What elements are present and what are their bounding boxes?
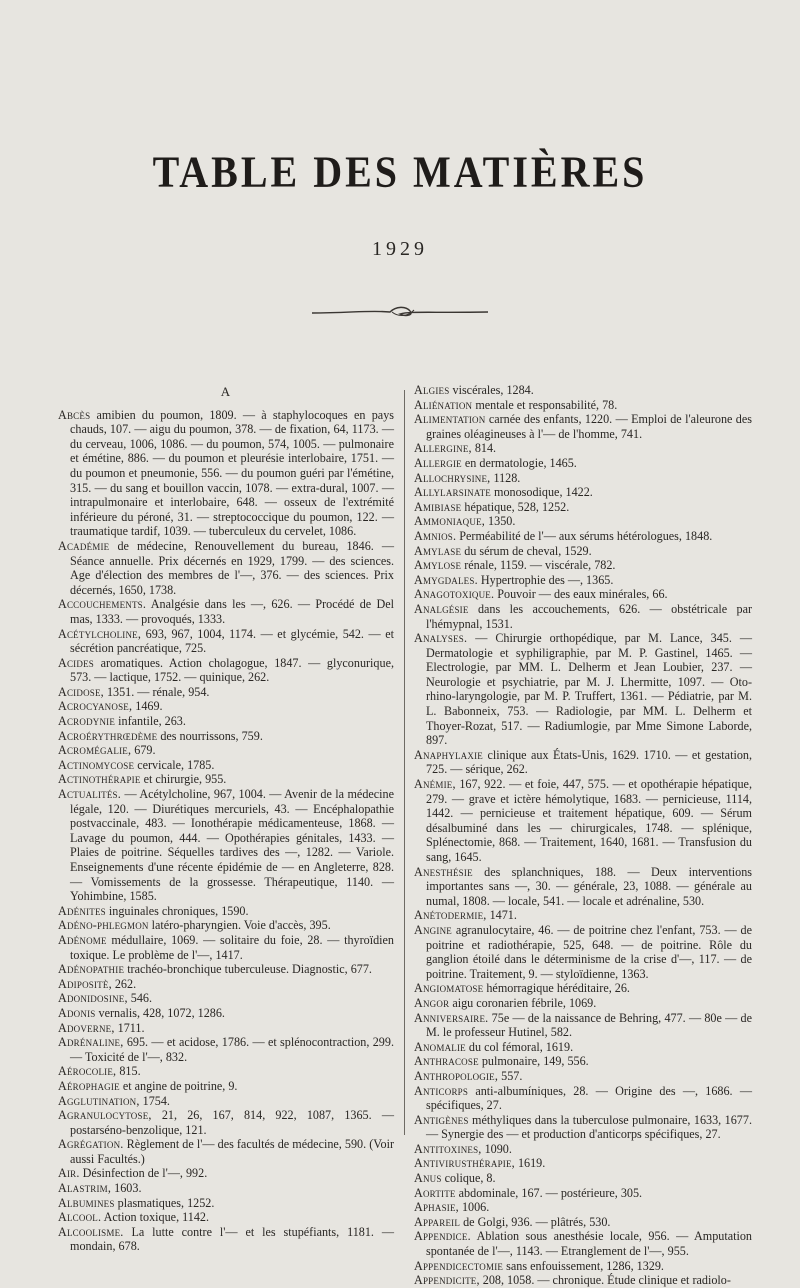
index-entry <box>414 1273 752 1288</box>
index-entry-heading: Anthracose <box>414 1054 479 1069</box>
index-entry-text: colique, 8. <box>444 1171 496 1186</box>
index-entry-heading: Acidose, <box>58 684 104 699</box>
index-entry <box>58 408 394 539</box>
index-entry-text: 815. <box>119 1064 141 1079</box>
index-entry-heading: Agranulocytose, <box>58 1108 152 1123</box>
index-entry <box>414 748 752 777</box>
index-entry <box>58 1064 394 1079</box>
index-entry-text: aromatiques. Action cholagogue, 1847. — glyconurique, 573. — lactique, 1752. — quinique, 262. <box>70 655 394 685</box>
page-title: TABLE DES MATIÈRES <box>152 146 648 197</box>
index-entry-heading: Anus <box>414 1171 442 1186</box>
index-entry <box>414 587 752 602</box>
index-entry-text: 167, 922. — et foie, 447, 575. — et opothérapie hépatique, 279. — grave et ictère hémolytique, 1683. — pernicieuse, 1114, 1442. — pernicieuse et traitement hépatique, 609. — Sérum désalbuminé dans les — chirurgicales, 1748. — splénique, Splénectomie, 868. — Traitement, 1640, 1681. — Transfusion du sang, 1645. <box>426 777 752 864</box>
index-entry-text: 1090. <box>484 1141 512 1156</box>
index-entry-heading: Adoverne, <box>58 1020 115 1035</box>
index-entry-text: 1128. <box>493 470 521 485</box>
index-entry-text: 1350. <box>488 514 516 529</box>
index-entry <box>414 1113 752 1142</box>
index-entry-text: 21, 26, 167, 814, 922, 1087, 1365. — postarséno-benzolique, 121. <box>70 1108 394 1137</box>
index-entry <box>58 597 394 626</box>
index-entry-text: 1754. <box>142 1093 170 1108</box>
index-entry <box>414 602 752 631</box>
index-entry-heading: Air. <box>58 1166 80 1181</box>
index-entry-text: du sérum de cheval, 1529. <box>464 543 592 558</box>
index-entry-heading: Alcoolisme. <box>58 1224 124 1239</box>
index-entry-text: — Chirurgie orthopédique, par M. Lance, 345. — Dermatologie et syphiligraphie, par M. P. Gastinel, 1465. — Electrologie, par MM. L. Delherm et Jean Loubier, 237. — Neurologie et psychiatrie, par M. J. Lhermitte, 1097. — Oto-rhino-laryngologie, par M. P. Truffert, 1361. — Pédiatrie, par M. L. Babonneix, 753. — Radiologie, par MM. L. Delherm et Thoyer-Rozat, 517. — Radiumlogie, par Mme Simone Laborde, 897. <box>426 631 752 748</box>
index-entry-text: hépatique, 528, 1252. <box>464 499 570 514</box>
index-entry-text: sans enfouissement, 1286, 1329. <box>506 1258 664 1273</box>
index-entry-heading: Ammoniaque, <box>414 514 485 529</box>
index-entry <box>414 1142 752 1157</box>
index-entry-text: plasmatiques, 1252. <box>117 1195 215 1210</box>
index-entry-heading: Adonis <box>58 1005 96 1020</box>
index-entry <box>414 456 752 471</box>
index-entry <box>414 1215 752 1230</box>
index-entry <box>58 714 394 729</box>
index-entry-text: agranulocytaire, 46. — de poitrine chez l'enfant, 753. — de poitrine et radiothérapie, 525, 648. — de poitrine. Rôle du ganglion étoilé dans le déterminisme de la crise d'—, 117. — de poitrine. Traitement, 9. — styloïdienne, 1363. <box>426 922 752 981</box>
index-entry <box>58 729 394 744</box>
section-letter: A <box>220 384 232 399</box>
index-entry-text: 693, 967, 1004, 1174. — et glycémie, 542. — et sécrétion pancréatique, 725. <box>70 626 394 656</box>
index-entry-heading: Aérophagie <box>58 1078 120 1093</box>
index-entry-heading: Algies <box>414 383 450 397</box>
index-entry-heading: Appendicectomie <box>414 1258 504 1273</box>
index-entry-text: 1603. <box>114 1181 142 1196</box>
index-entry-text: vernalis, 428, 1072, 1286. <box>98 1005 225 1020</box>
index-entry-heading: Acroérythrœdème <box>58 728 158 743</box>
index-entry-text: Action toxique, 1142. <box>103 1210 210 1225</box>
index-entry-heading: Aliénation <box>414 397 473 412</box>
ornament-divider <box>310 304 490 320</box>
index-entry-text: 1619. <box>517 1156 546 1171</box>
index-entry-text: pulmonaire, 149, 556. <box>481 1054 589 1069</box>
index-entry <box>414 631 752 748</box>
index-entry <box>58 1108 394 1137</box>
index-entry <box>58 1196 394 1211</box>
index-entry-text: Pouvoir — des eaux minérales, 66. <box>497 587 668 602</box>
index-entry <box>58 991 394 1006</box>
index-entry-text: hémorragique héréditaire, 26. <box>486 981 630 996</box>
index-entry-text: La lutte contre l'— et les stupéfiants, 1181. — mondain, 678. <box>70 1224 394 1254</box>
index-entry <box>58 758 394 773</box>
index-entry <box>414 1171 752 1186</box>
index-entry-text: 1006. <box>461 1200 490 1215</box>
index-entry <box>414 1200 752 1215</box>
index-entry-text: monosodique, 1422. <box>494 485 593 500</box>
index-entry-heading: Anémie, <box>414 777 456 792</box>
index-entry-heading: Amygdales. <box>414 572 478 587</box>
index-entry-text: de Golgi, 936. — plâtrés, 530. <box>463 1214 611 1229</box>
index-entry-text: abdominale, 167. — postérieure, 305. <box>458 1185 643 1200</box>
index-entry-heading: Académie <box>58 538 110 553</box>
index-entry <box>414 908 752 923</box>
index-entry-heading: Anagotoxique. <box>414 587 495 602</box>
index-entry-heading: Adénopathie <box>58 962 125 977</box>
index-entry-text: Désinfection de l'—, 992. <box>82 1166 208 1181</box>
index-entry-heading: Appendicite, <box>414 1273 480 1288</box>
index-entry-text: amibien du poumon, 1809. — à staphylocoques en pays chauds, 107. — aigu du poumon, 378. — de fixation, 64, 1173. — du cerveau, 1006, 1086. — du poumon, 574, 1005. — pulmonaire et émétine, 886. — du poumon et pleurésie interlobaire, 1751. — du poumon et pneumonie, 556. — du poumon guéri par l'émétine, 315. — du sang et bouillon vaccin, 1078. — extra-dural, 1007. — intrapulmonaire et interlobaire, 648. — osseux de l'extrémité inférieure du péroné, 31. — streptococcique du poumon, 122. — traumatique tardif, 1039. — tuberculeux du cervelet, 1086. <box>70 407 394 539</box>
index-entry-text: infantile, 263. <box>118 714 186 729</box>
index-entry-text: 1351. — rénale, 954. <box>106 684 210 699</box>
index-entry <box>414 573 752 588</box>
index-entry-text: latéro-pharyngien. Voie d'accès, 395. <box>151 918 331 933</box>
index-entry-heading: Acides <box>58 655 94 670</box>
index-entry <box>414 500 752 515</box>
index-entry <box>58 787 394 904</box>
index-entry-heading: Acétylcholine, <box>58 626 142 641</box>
index-entry <box>414 1040 752 1055</box>
index-entry <box>58 1006 394 1021</box>
index-entry <box>414 485 752 500</box>
index-entry-heading: Aortite <box>414 1185 456 1200</box>
index-entry-text: Analgésie dans les —, 626. — Procédé de Del mas, 1333. — provoqués, 1333. <box>70 597 394 626</box>
index-entry-text: 1711. <box>117 1020 145 1035</box>
index-entry-heading: Agrégation. <box>58 1137 124 1152</box>
index-entry-heading: Abcès <box>58 407 91 422</box>
index-entry-text: Règlement de l'— des facultés de médecine, 590. (Voir aussi Facultés.) <box>70 1137 394 1166</box>
index-entry <box>414 1069 752 1084</box>
index-entry-text: médullaire, 1069. — solitaire du foie, 28. — thyroïdien toxique. Le problème de l'—, 1417. <box>70 932 394 962</box>
index-entry-heading: Antitoxines, <box>414 1141 482 1156</box>
index-entry-heading: Angine <box>414 922 452 937</box>
index-entry-heading: Acromégalie, <box>58 743 132 758</box>
index-entry <box>58 977 394 992</box>
index-entry-text: 557. <box>501 1068 523 1083</box>
index-entry <box>58 1181 394 1196</box>
index-entry <box>58 1137 394 1166</box>
index-entry-text: Hypertrophie des —, 1365. <box>480 572 614 587</box>
index-entry-text: 814. <box>474 441 497 456</box>
index-entry <box>58 685 394 700</box>
index-entry <box>58 1021 394 1036</box>
index-entry-heading: Anétodermie, <box>414 908 487 923</box>
index-entry-text: cervicale, 1785. <box>137 757 215 772</box>
index-entry-text: clinique aux États-Unis, 1629. 1710. — et gestation, 725. — sérique, 262. <box>426 747 752 777</box>
index-entry-heading: Aérocolie, <box>58 1064 117 1079</box>
index-entry <box>58 1094 394 1109</box>
index-entry-heading: Actinomycose <box>58 757 135 772</box>
index-entry-heading: Albumines <box>58 1195 115 1210</box>
index-entry <box>58 1225 394 1254</box>
index-entry-text: des nourrissons, 759. <box>160 728 263 743</box>
index-entry-heading: Angor <box>414 995 450 1010</box>
index-entry-heading: Adipositè, <box>58 976 112 991</box>
index-entry-heading: Analgésie <box>414 601 469 616</box>
index-entry-heading: Antigènes <box>414 1112 469 1127</box>
index-entry <box>414 514 752 529</box>
index-entry <box>414 865 752 909</box>
index-entry <box>414 383 752 398</box>
index-entry-text: viscérales, 1284. <box>452 383 534 397</box>
index-entry <box>58 1035 394 1064</box>
index-entry <box>414 441 752 456</box>
index-entry <box>414 398 752 413</box>
index-entry <box>58 743 394 758</box>
index-entry-text: dans les accouchements, 626. — obstétricale par l'hémypnal, 1531. <box>426 601 752 631</box>
index-entry-text: carnée des enfants, 1220. — Emploi de l'aleurone des graines oléagineuses à l'— de l'homme, 741. <box>426 412 752 441</box>
index-entry <box>58 772 394 787</box>
index-entry <box>414 529 752 544</box>
index-entry-heading: Adéno-phlegmon <box>58 918 149 933</box>
index-entry-heading: Adrénaline, <box>58 1035 124 1050</box>
index-entry <box>414 1084 752 1113</box>
index-entry-text: et chirurgie, 955. <box>143 772 227 787</box>
index-entry-heading: Acrocyanose, <box>58 699 133 714</box>
index-entry-text: aigu coronarien fébrile, 1069. <box>452 995 597 1010</box>
index-entry <box>58 539 394 597</box>
index-entry-text: 1469. <box>135 699 163 714</box>
index-entry-text: 262. <box>114 976 137 991</box>
index-entry-heading: Amylose <box>414 558 462 573</box>
index-entry-text: anti-albumíniques, 28. — Origine des —, 1686. — spécifiques, 27. <box>426 1083 752 1113</box>
index-column-left <box>58 385 394 1254</box>
index-entry <box>414 558 752 573</box>
index-entry-heading: Allochrysine, <box>414 470 491 485</box>
index-entry <box>414 1011 752 1040</box>
index-entry-heading: Amnios. <box>414 528 457 543</box>
index-entry-text: du col fémoral, 1619. <box>468 1039 574 1054</box>
index-entry-text: Ablation sous anesthésie locale, 956. — Amputation spontanée de l'—, 1143. — Etranglement de l'—, 955. <box>426 1229 752 1259</box>
right-entries <box>414 383 752 1288</box>
index-entry-heading: Anniversaire. <box>414 1010 489 1025</box>
index-entry-text: mentale et responsabilité, 78. <box>475 397 618 412</box>
left-entries <box>58 408 394 1254</box>
index-entry-heading: Allergie <box>414 455 462 470</box>
index-entry <box>58 933 394 962</box>
index-entry-heading: Anesthésie <box>414 864 473 879</box>
index-entry-heading: Anomalie <box>414 1039 466 1054</box>
index-entry-text: en dermatologie, 1465. <box>464 455 577 470</box>
index-entry-heading: Accouchements. <box>58 597 147 612</box>
index-entry-heading: Anticorps <box>414 1083 469 1098</box>
index-entry <box>58 1166 394 1181</box>
index-entry <box>414 923 752 981</box>
index-entry-heading: Amibiase <box>414 499 462 514</box>
index-entry-text: 695. — et acidose, 1786. — et splénocontraction, 299. — Toxicité de l'—, 832. <box>70 1035 394 1064</box>
index-entry-text: 546. <box>130 991 152 1006</box>
index-entry-text: — Acétylcholine, 967, 1004. — Avenir de la médecine légale, 120. — Diurétiques mercuriels, 43. — Encéphalopathie postvaccinale, 483. — Ionothérapie médicamenteuse, 1868. — Lavage du poumon, 444. — Opothérapies génitales, 1433. — Plaies de poitrine. Séquelles tardives des —, 1282. — Variole. Enseignements d'une récente épidémie de — en Angleterre, 828. — Vomissements de la grossesse. Thérapeutique, 1140. — Yohimbine, 1585. <box>70 787 394 904</box>
index-entry-heading: Allylarsinate <box>414 485 491 500</box>
index-entry-text: et angine de poitrine, 9. <box>122 1078 238 1093</box>
index-entry-heading: Agglutination, <box>58 1093 140 1108</box>
index-entry-heading: Actualités. <box>58 787 121 802</box>
index-entry <box>414 981 752 996</box>
index-entry <box>58 656 394 685</box>
index-entry-heading: Alimentation <box>414 412 486 427</box>
index-entry-heading: Adonidosine, <box>58 991 128 1006</box>
index-entry-text: rénale, 1159. — viscérale, 782. <box>464 558 616 573</box>
index-entry-text: 679. <box>134 743 156 758</box>
index-entry-heading: Appareil <box>414 1214 461 1229</box>
index-entry-heading: Aphasie, <box>414 1200 459 1215</box>
index-entry-text: de médecine, Renouvellement du bureau, 1846. — Séance annuelle. Prix décernés en 1929, 1799. — des sciences. Age d'élection des membres de l'—, 376. — des sciences. Prix décernés, 1650, 1738. <box>70 538 394 597</box>
index-entry-heading: Adénome <box>58 932 107 947</box>
index-entry-heading: Amylase <box>414 543 462 558</box>
index-entry-text: 75e — de la naissance de Behring, 477. — 80e — de M. le professeur Hutinel, 582. <box>426 1010 752 1040</box>
index-entry-text: Perméabilité de l'— aux sérums hétérologues, 1848. <box>459 528 713 543</box>
index-entry-text: inguinales chroniques, 1590. <box>108 903 249 918</box>
index-entry <box>414 412 752 441</box>
index-entry-heading: Anthropologie, <box>414 1068 499 1083</box>
index-entry <box>414 777 752 865</box>
index-entry-heading: Antivirusthérapie, <box>414 1156 515 1171</box>
index-entry-heading: Acrodynie <box>58 714 116 729</box>
index-entry <box>414 996 752 1011</box>
index-entry <box>414 1259 752 1274</box>
index-entry-text: trachéo-bronchique tuberculeuse. Diagnostic, 677. <box>127 962 372 977</box>
index-entry-heading: Allergine, <box>414 441 472 456</box>
index-entry-heading: Angiomatose <box>414 981 484 996</box>
index-entry-heading: Alastrim, <box>58 1181 112 1196</box>
index-entry <box>414 1054 752 1069</box>
index-entry-heading: Alcool. <box>58 1210 102 1225</box>
column-divider <box>404 390 405 1135</box>
index-entry-heading: Analyses. <box>414 631 468 646</box>
index-entry <box>414 1229 752 1258</box>
index-entry-text: 208, 1058. — chronique. Étude clinique et radiolo- <box>482 1273 731 1288</box>
index-entry <box>58 962 394 977</box>
index-entry <box>414 1186 752 1201</box>
index-entry <box>414 544 752 559</box>
index-entry-heading: Actinothérapie <box>58 772 141 787</box>
index-entry <box>58 904 394 919</box>
index-entry <box>58 1079 394 1094</box>
index-entry-heading: Anaphylaxie <box>414 747 483 762</box>
index-column-right <box>414 383 752 1288</box>
index-entry <box>414 471 752 486</box>
index-entry <box>58 627 394 656</box>
page-year: 1929 <box>372 238 428 260</box>
index-entry-heading: Appendice. <box>414 1229 471 1244</box>
index-entry-text: des splanchniques, 188. — Deux interventions importantes sans —, 30. — générale, 23, 1088. — générale au numal, 1808. — locale, 541. — locale et adrénaline, 530. <box>426 864 752 908</box>
index-entry <box>58 1210 394 1225</box>
index-entry <box>58 699 394 714</box>
index-entry-heading: Adénites <box>58 903 106 918</box>
index-entry <box>58 918 394 933</box>
index-entry-text: 1471. <box>489 908 517 923</box>
index-entry-text: méthyliques dans la tuberculose pulmonaire, 1633, 1677. — Synergie des — et production d'anticorps spécifiques, 27. <box>426 1112 752 1142</box>
